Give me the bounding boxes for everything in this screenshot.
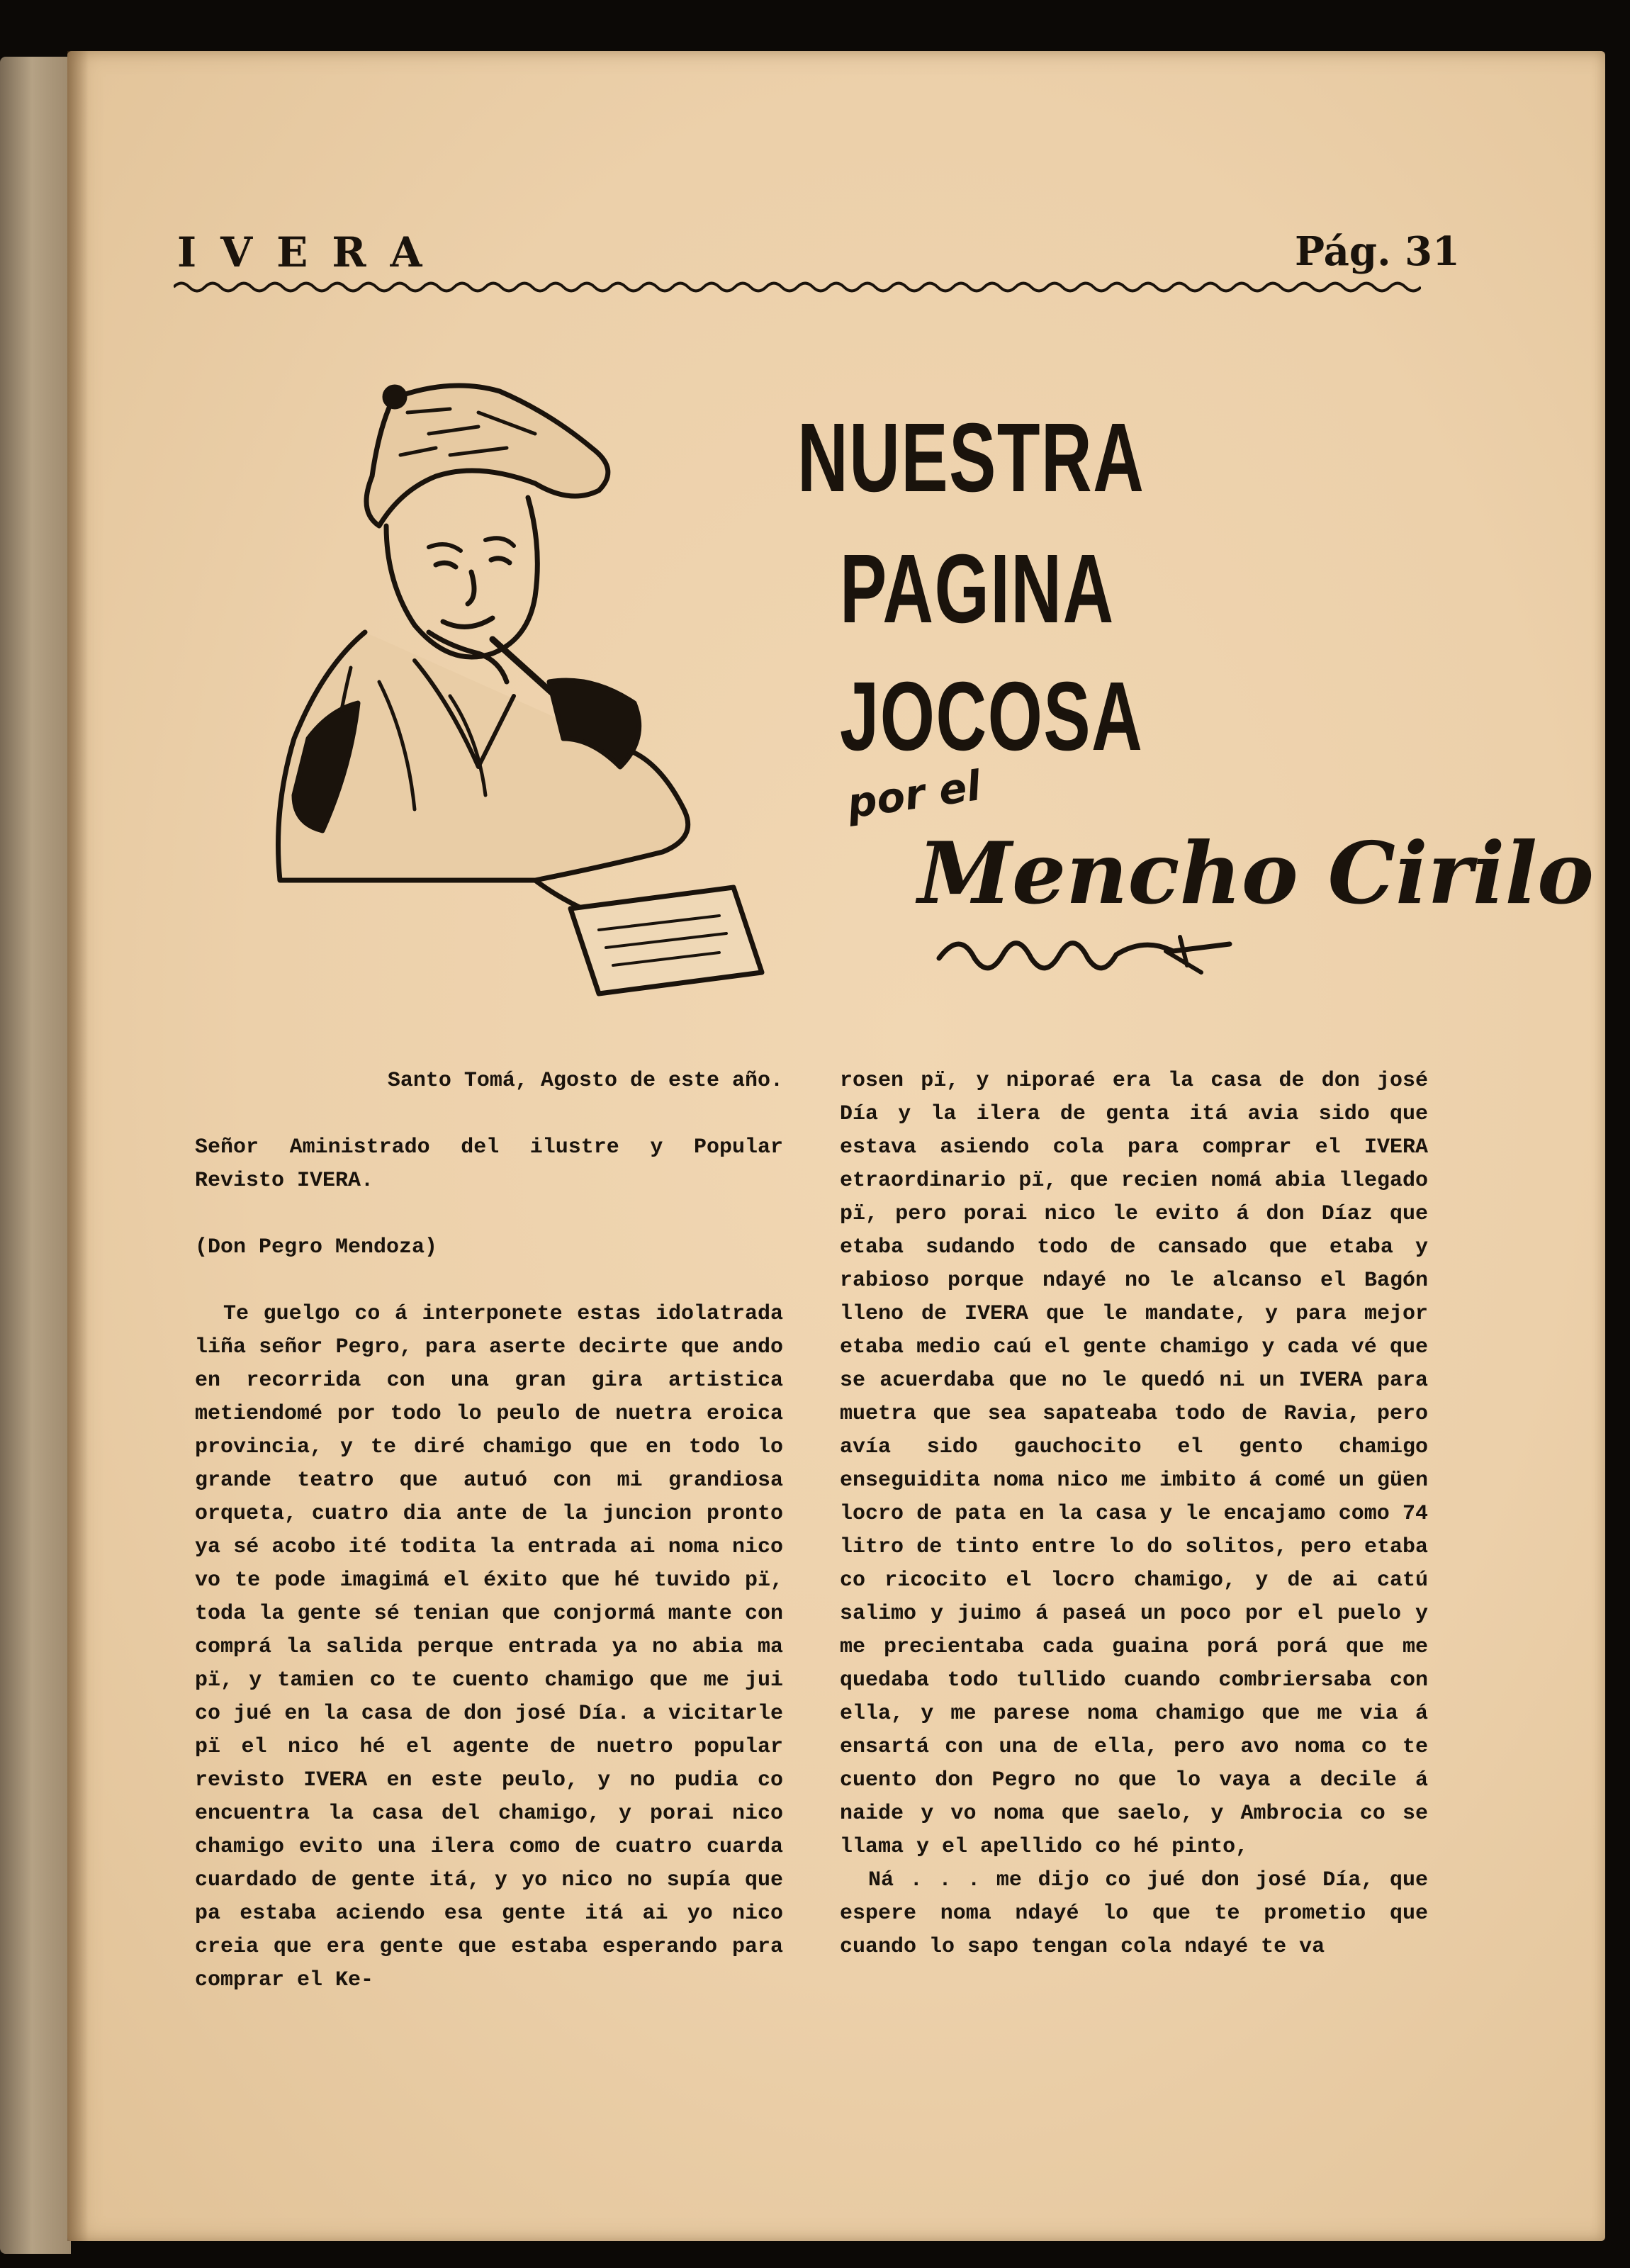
previous-page-edge [0,57,71,2254]
headline-line-2: PAGINA [840,534,1115,644]
running-header-title: IVERA [177,228,446,276]
letter-body-right-1: rosen pï, y niporaé era la casa de don josé Día y la ilera de genta itá avia sido que estava asiendo cola para comprar el IVERA etraordinario pï, que recien nomá abia llegado pï, pero porai nico le evito á don Díaz que etaba sudando todo de cansado que etaba y rabioso porque ndayé no le alcanso el Bagón lleno de IVERA que le mandate, y para mejor etaba medio caú el gente chamigo y cada vé que se acuerdaba que no le quedó ni un IVERA para muetra que sea sapateaba todo de Ravia, pero avía sido gauchocito el gento chamigo enseguidita noma nico me imbito á comé un güen locro de pata en la casa y le encajamo como 74 litro de tinto entre lo do solitos, pero etaba co ricocito el locro chamigo, y de ai catú salimo y juimo á paseá un poco por el puelo y me precientaba cada guaina porá porá que me quedaba todo tullido cuando combriersaba con ella, y me parese noma chamigo que me via á ensartá con una de ella, pero avo noma co te cuento don Pegro no que lo vaya a decile á naide y vo noma que saelo, y Ambrocia co se llama y el apellido co hé pinto, [840,1069,1428,1859]
headline-line-3: JOCOSA [840,662,1144,771]
headline-line-1: NUESTRA [797,403,1145,512]
wavy-rule-divider [174,279,1421,295]
page-number: Pág. 31 [1295,228,1460,275]
author-signature: Mencho Cirilo [918,824,1595,924]
letter-salutation: Señor Aministrado del ilustre y Popular Revisto IVERA. [195,1135,783,1193]
letter-body-right-2: Ná . . . me dijo co jué don josé Día, que espere noma ndayé lo que te prometio que cuando lo sapo tengan cola ndayé te va [840,1868,1428,1959]
letter-body-left: Te guelgo co á interponete estas idolatrada liña señor Pegro, para aserte decirte que ando en recorrida con una gran gira artistica metiendomé por todo lo peulo de nuetra eroica provincia, y te diré chamigo que en todo lo grande teatro que autuó con mi grandiosa orqueta, cuatro dia ante de la juncion pronto ya sé acobo ité todita la entrada ai noma nico vo te pode imagimá el éxito que hé tuvido pï, toda la gente sé tenian que conjormá mante con comprá la salida perque entrada ya no abia ma pï, y tamien co te cuento chamigo que me jui co jué en la casa de don josé Día. a vicitarle pï el nico hé el agente de nuetro popular revisto IVERA en este peulo, y no pudia co encuentra la casa del chamigo, y porai nico chamigo evito una ilera como de cuatro cuarda cuardado de gente itá, y yo nico no supía que pa estaba aciendo esa gente itá ai yo nico creia que era gente que estaba esperando para comprar el Ke- [195,1302,783,1992]
magazine-page [67,51,1605,2241]
letter-place-date: Santo Tomá, Agosto de este año. [387,1069,783,1093]
text-column-right [840,1065,1428,1964]
spine-shadow [67,51,89,2241]
byline: por el [844,761,984,828]
signature-flourish [932,923,1251,987]
letter-recipient: (Don Pegro Mendoza) [195,1235,438,1259]
text-column-left [195,1065,783,1997]
cartoon-character-writing-icon [266,370,819,1008]
